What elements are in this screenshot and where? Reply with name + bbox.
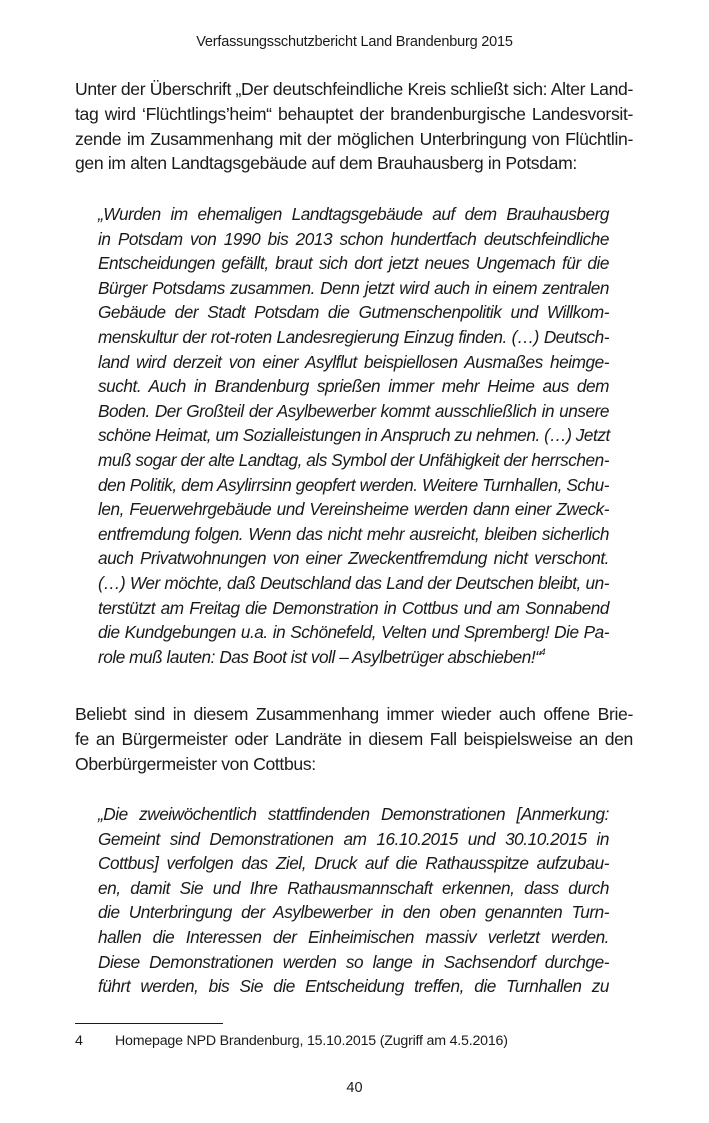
text-line: Oberbürgermeister von Cottbus: xyxy=(75,753,316,774)
text-line: Unter der Überschrift „Der deutschfeindliche Kreis schließt sich: Alter Land- xyxy=(75,79,633,99)
quote-line: Diese Demonstrationen werden so lange in Sachsendorf durchge- xyxy=(98,951,609,972)
quote-line: terstützt am Freitag die Demonstration in Cottbus und am Sonnabend xyxy=(98,597,609,618)
text-line: tag wird ‘Flüchtlings’heim“ behauptet der brandenburgische Landesvorsit- xyxy=(75,103,633,124)
text-line: fe an Bürgermeister oder Landräte in diesem Fall beispielsweise an den xyxy=(75,728,633,749)
quote-line: Gemeint sind Demonstrationen am 16.10.2015 und 30.10.2015 in xyxy=(98,828,609,849)
running-header: Verfassungsschutzbericht Land Brandenburg 2015 xyxy=(196,34,513,50)
text-line: Beliebt sind in diesem Zusammenhang immer wieder auch offene Brie- xyxy=(75,704,633,724)
quote-line: die Kundgebungen u.a. in Schönefeld, Velten und Spremberg! Die Pa- xyxy=(98,622,609,643)
page-number: 40 xyxy=(346,1080,363,1096)
paragraph-open-letters xyxy=(75,702,633,776)
footnote-reference[interactable]: 4 xyxy=(540,646,546,657)
quote-line: land wird derzeit von einer Asylflut beispiellosen Ausmaßes heimge- xyxy=(98,351,609,372)
quote-line: entfremdung folgen. Wenn das nicht mehr ausreicht, bleiben sicherlich xyxy=(98,523,609,544)
quote-line: en, damit Sie und Ihre Rathausmannschaft erkennen, dass durch xyxy=(98,877,609,898)
quote-line-text: role muß lauten: Das Boot ist voll – Asylbetrüger abschieben!“ xyxy=(98,646,541,667)
quote-line: menskultur der rot-roten Landesregierung Einzug finden. (…) Deutsch- xyxy=(98,326,609,347)
quote-line: (…) Wer möchte, daß Deutschland das Land der Deutschen bleibt, un- xyxy=(98,572,609,593)
quote-line: len, Feuerwehrgebäude und Vereinsheime werden dann einer Zweck- xyxy=(98,499,609,520)
footnote xyxy=(75,1032,635,1050)
paragraph-intro xyxy=(75,77,633,176)
quote-line: „Wurden im ehemaligen Landtagsgebäude auf dem Brauhausberg xyxy=(98,204,609,224)
footnote-text: Homepage NPD Brandenburg, 15.10.2015 (Zugriff am 4.5.2016) xyxy=(115,1033,508,1049)
quote-line: muß sogar der alte Landtag, als Symbol der Unfähigkeit der herrschen- xyxy=(98,449,609,470)
footnote-number: 4 xyxy=(75,1033,83,1049)
quote-line: schöne Heimat, um Sozialleistungen in Anspruch zu nehmen. (…) Jetzt xyxy=(98,425,610,446)
text-line: gen im alten Landtagsgebäude auf dem Brauhausberg in Potsdam: xyxy=(75,153,577,174)
quote-line xyxy=(98,645,609,670)
quote-line: Boden. Der Großteil der Asylbewerber kommt ausschließlich in unsere xyxy=(98,400,609,421)
quote-line: den Politik, dem Asylirrsinn geopfert werden. Weitere Turnhallen, Schu- xyxy=(98,474,609,495)
quote-line: in Potsdam von 1990 bis 2013 schon hundertfach deutschfeindliche xyxy=(98,228,609,249)
quote-line: „Die zweiwöchentlich stattfindenden Demonstrationen [Anmerkung: xyxy=(98,804,609,824)
quote-line: sucht. Auch in Brandenburg sprießen immer mehr Heime aus dem xyxy=(98,376,609,397)
quote-line: auch Privatwohnungen von einer Zweckentfremdung nicht verschont. xyxy=(98,548,609,569)
quote-line: führt werden, bis Sie die Entscheidung treffen, die Turnhallen zu xyxy=(98,976,609,997)
quote-line: Cottbus] verfolgen das Ziel, Druck auf die Rathausspitze aufzubau- xyxy=(98,853,609,874)
quote-line: Gebäude der Stadt Potsdam die Gutmenschenpolitik und Willkom- xyxy=(98,302,609,323)
footnote-separator xyxy=(75,1023,223,1024)
quote-line: hallen die Interessen der Einheimischen massiv verletzt werden. xyxy=(98,926,609,947)
block-quote-npd-statement xyxy=(98,202,609,669)
text-line: zende im Zusammenhang mit der möglichen Unterbringung von Flüchtlin- xyxy=(75,128,633,149)
block-quote-open-letter xyxy=(98,802,609,999)
quote-line: die Unterbringung der Asylbewerber in den oben genannten Turn- xyxy=(98,902,609,923)
quote-line: Entscheidungen gefällt, braut sich dort jetzt neues Ungemach für die xyxy=(98,253,609,274)
quote-line: Bürger Potsdams zusammen. Denn jetzt wird auch in einem zentralen xyxy=(98,277,609,298)
